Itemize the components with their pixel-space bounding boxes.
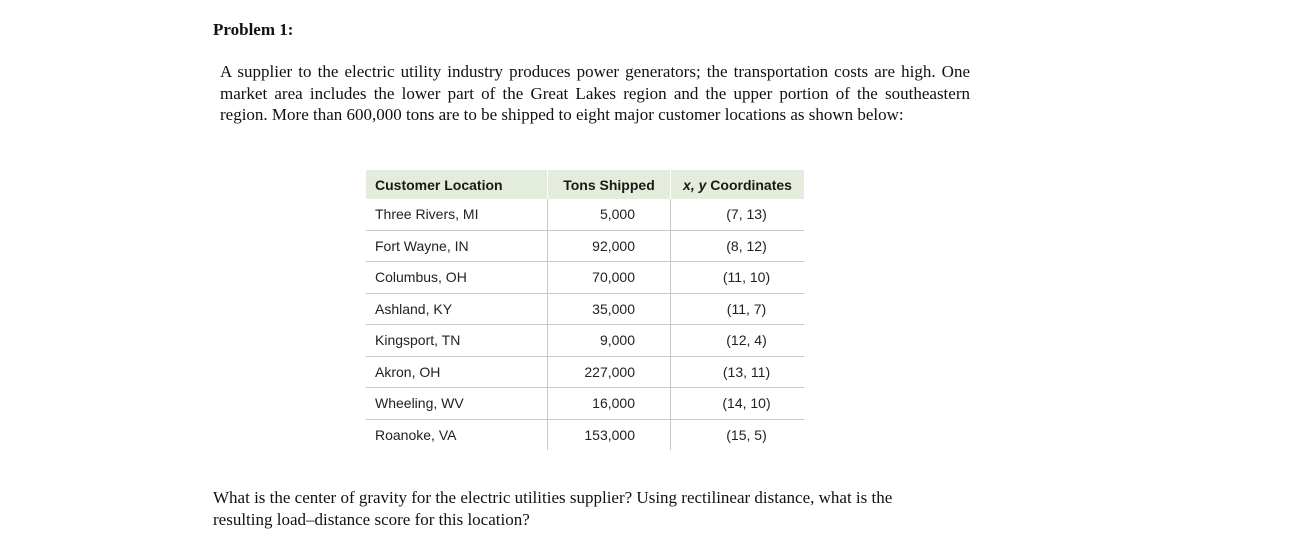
problem-intro-paragraph: A supplier to the electric utility industry produces power generators; the transportation costs are high. One market area includes the lower part of the Great Lakes region and the upper portion of the southeastern region. More than 600,000 tons are to be shipped to eight major customer locations as shown below:	[220, 62, 970, 124]
table-row	[366, 262, 804, 294]
table-row	[366, 325, 804, 357]
cell-tons-shipped: 153,000	[548, 419, 671, 450]
cell-customer-location: Fort Wayne, IN	[366, 230, 548, 262]
cell-tons-shipped: 92,000	[548, 230, 671, 262]
cell-customer-location: Three Rivers, MI	[366, 199, 548, 230]
cell-coordinates: (15, 5)	[726, 426, 767, 443]
cell-coordinates: (14, 10)	[671, 388, 805, 420]
cell-customer-location: Wheeling, WV	[366, 388, 548, 420]
table-row	[366, 230, 804, 262]
cell-tons-shipped: 35,000	[548, 293, 671, 325]
cell-tons-shipped: 16,000	[548, 388, 671, 420]
cell-coordinates: (7, 13)	[671, 199, 805, 230]
cell-coordinates: (13, 11)	[671, 356, 805, 388]
cell-customer-location: Roanoke, VA	[366, 419, 548, 450]
cell-customer-location: Kingsport, TN	[366, 325, 548, 357]
cell-customer-location: Akron, OH	[366, 356, 548, 388]
table-row	[366, 356, 804, 388]
table-body	[366, 199, 804, 450]
table-row	[366, 388, 804, 420]
cell-tons-shipped: 70,000	[548, 262, 671, 294]
header-customer-location: Customer Location	[366, 170, 548, 199]
table-row	[366, 293, 804, 325]
customer-table-container	[366, 170, 804, 450]
table-row	[366, 419, 804, 450]
customer-locations-table	[366, 170, 804, 450]
cell-tons-shipped: 9,000	[548, 325, 671, 357]
cell-tons-shipped: 5,000	[548, 199, 671, 230]
header-coordinates: x, y Coordinates	[671, 170, 805, 199]
header-tons-shipped: Tons Shipped	[548, 170, 671, 199]
table-header-row	[366, 170, 804, 199]
cell-coordinates: (11, 10)	[671, 262, 805, 294]
cell-coordinates: (11, 7)	[671, 293, 805, 325]
table-row	[366, 199, 804, 230]
problem-heading: Problem 1:	[213, 20, 294, 39]
cell-tons-shipped: 227,000	[548, 356, 671, 388]
cell-customer-location: Ashland, KY	[366, 293, 548, 325]
problem-question: What is the center of gravity for the electric utilities supplier? Using rectilinear distance, what is the resulting load–distance score for this location?	[213, 488, 893, 529]
cell-coordinates: (8, 12)	[671, 230, 805, 262]
cell-coordinates: (12, 4)	[671, 325, 805, 357]
cell-customer-location: Columbus, OH	[366, 262, 548, 294]
